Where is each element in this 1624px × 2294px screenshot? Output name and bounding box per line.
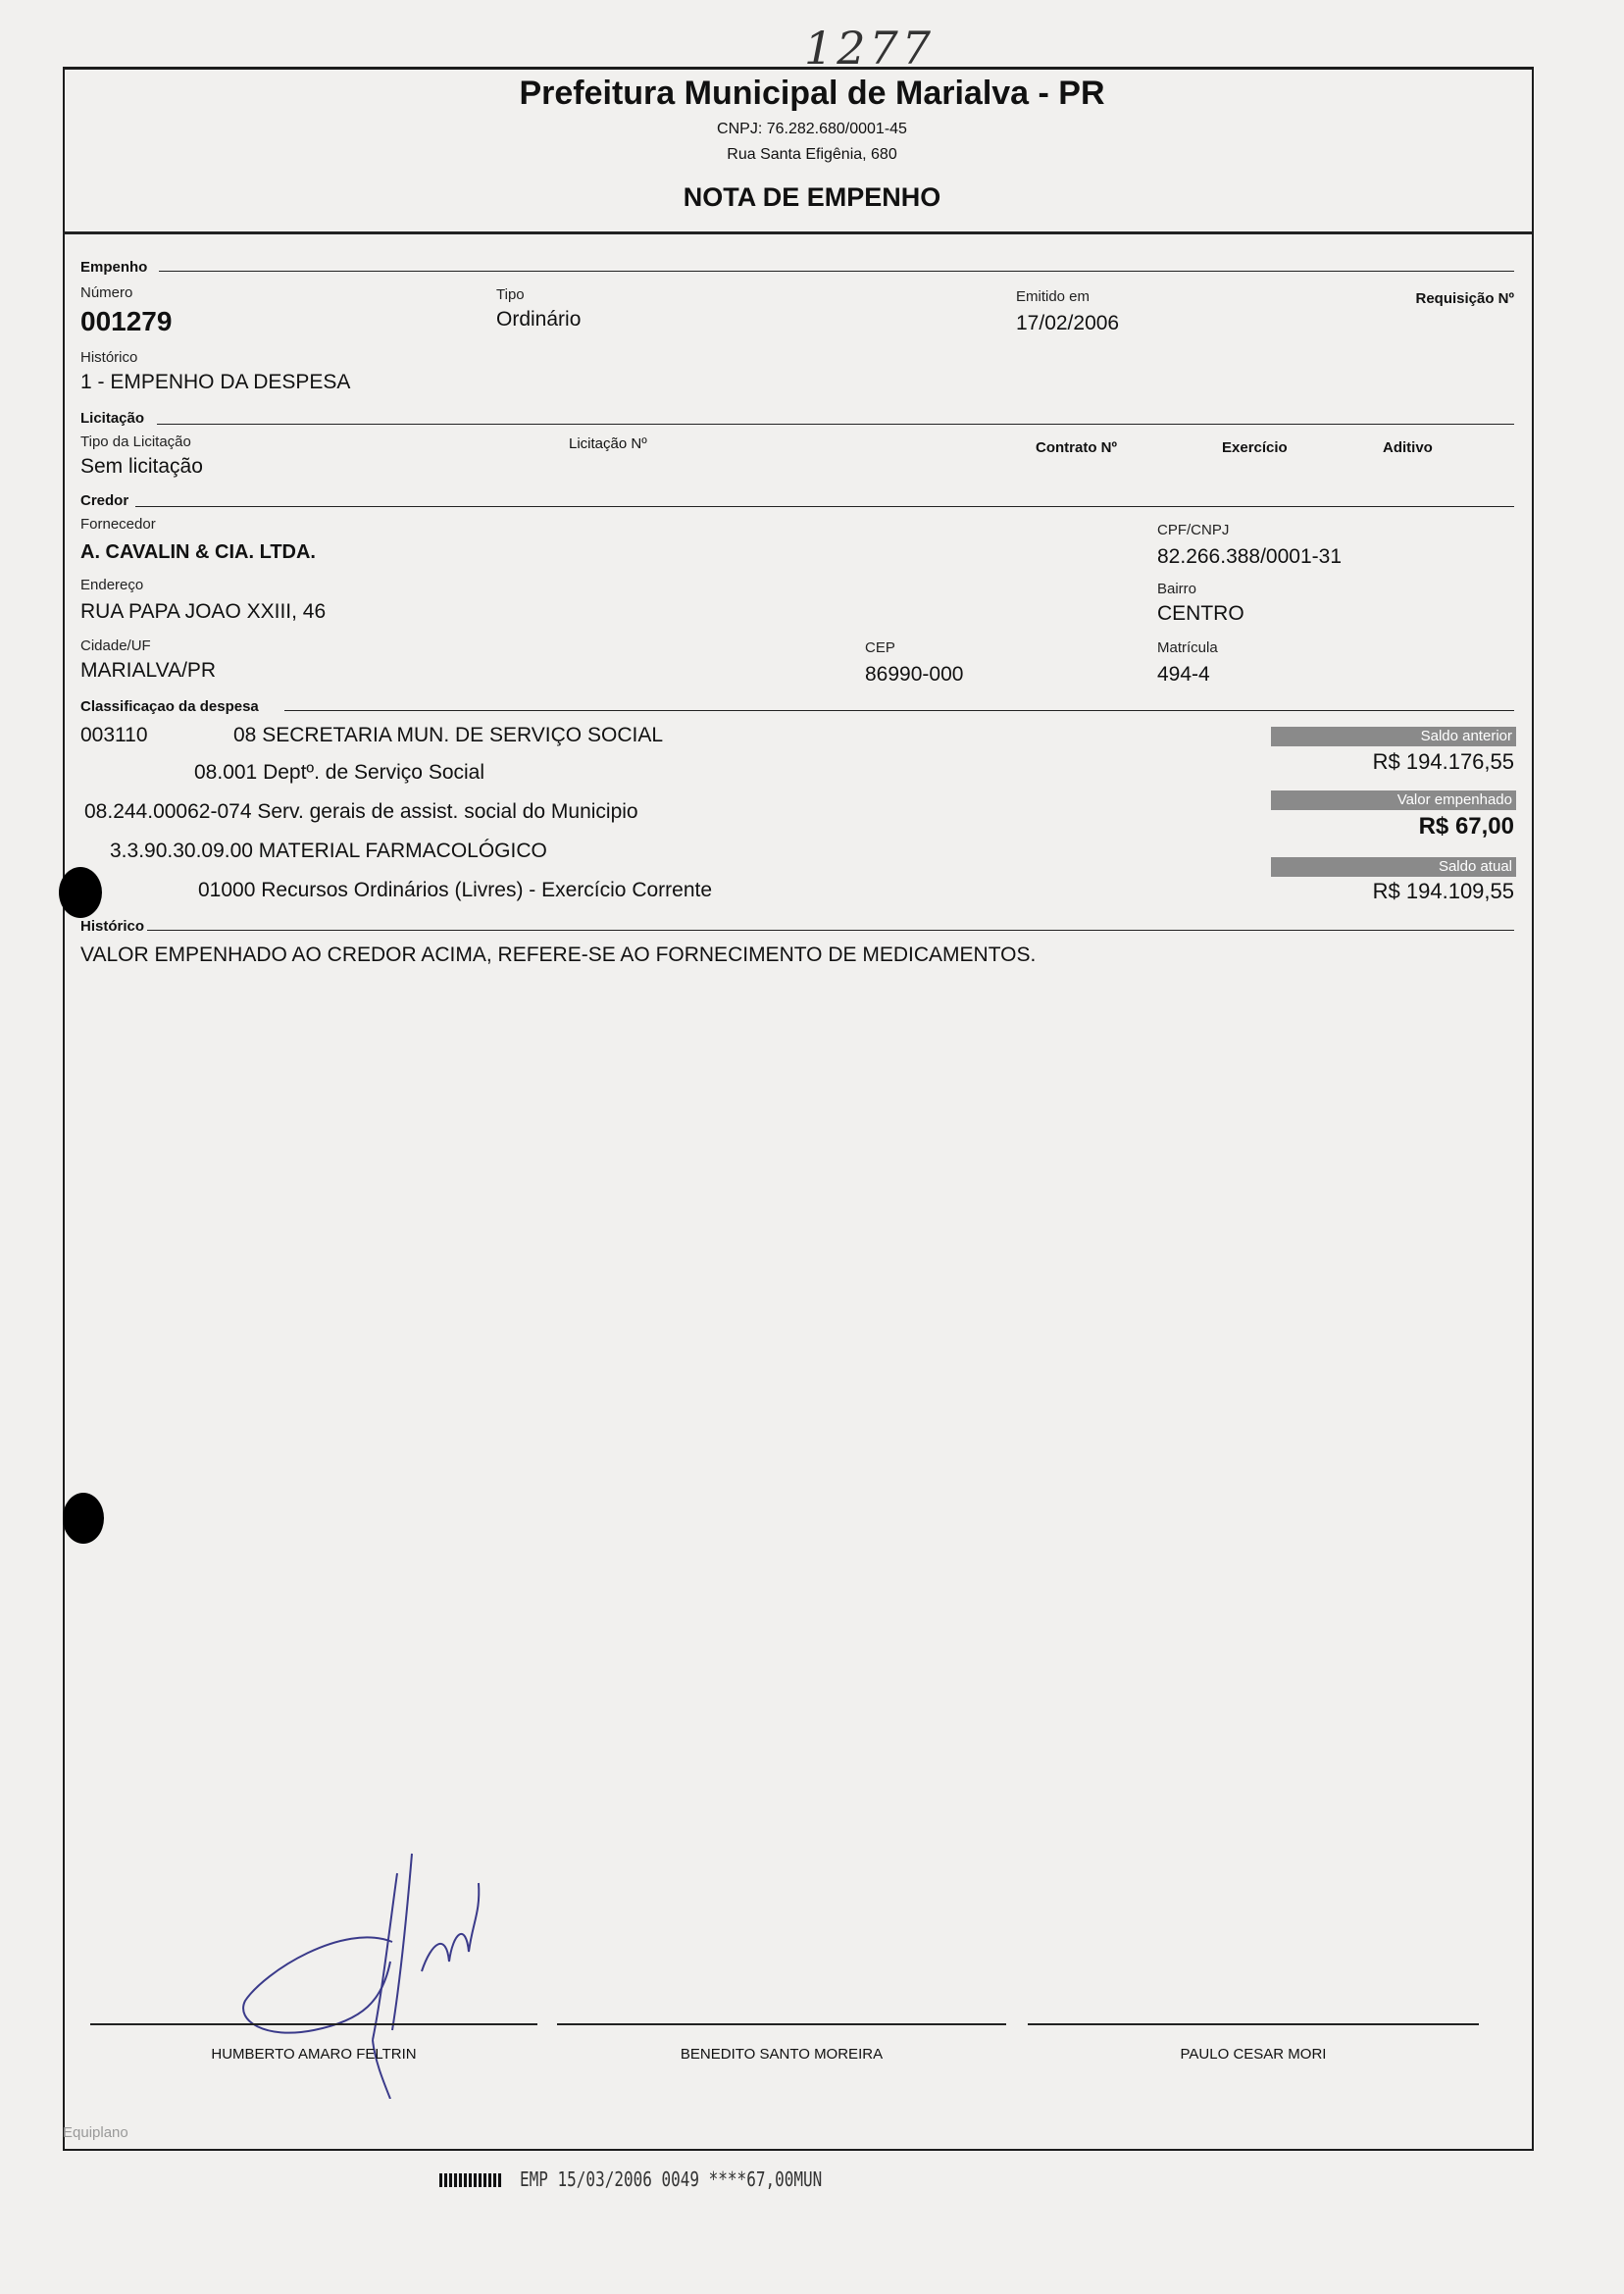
cidade-value: MARIALVA/PR [80,659,217,682]
saldo-anterior-value: R$ 194.176,55 [1372,749,1514,774]
endereco-value: RUA PAPA JOAO XXIII, 46 [80,600,327,623]
numero-value: 001279 [80,306,173,336]
section-historico: Histórico [80,918,145,935]
municipality-title: Prefeitura Municipal de Marialva - PR [519,75,1105,112]
fornecedor-label: Fornecedor [80,516,156,533]
cep-label: CEP [865,639,895,656]
punch-hole-bottom [63,1493,104,1544]
historico-value: 1 - EMPENHO DA DESPESA [80,371,351,393]
classificacao-line3: 08.244.00062-074 Serv. gerais de assist. social do Municipio [84,800,638,823]
header-divider [63,231,1532,234]
signature-line-1 [90,2023,537,2025]
contrato-label: Contrato Nº [1036,439,1117,456]
saldo-atual-label: Saldo atual [1271,857,1516,877]
classificacao-line1: 08 SECRETARIA MUN. DE SERVIÇO SOCIAL [233,724,664,746]
licitacao-numero-label: Licitação Nº [569,435,647,452]
cidade-label: Cidade/UF [80,637,151,654]
tipo-licitacao-label: Tipo da Licitação [80,433,191,450]
equiplano-brand: Equiplano [63,2124,128,2141]
matricula-value: 494-4 [1157,663,1210,686]
signature-name-1: HUMBERTO AMARO FELTRIN [211,2046,417,2063]
fornecedor-value: A. CAVALIN & CIA. LTDA. [80,541,316,563]
section-licitacao: Licitação [80,410,145,427]
valor-empenhado-label: Valor empenhado [1271,790,1516,810]
classificacao-rule [284,710,1514,711]
historico-label: Histórico [80,349,138,366]
document-title: NOTA DE EMPENHO [683,182,941,212]
licitacao-rule [157,424,1514,425]
municipality-address: Rua Santa Efigênia, 680 [727,146,897,163]
punch-hole-top [59,867,102,918]
section-classificacao: Classificaçao da despesa [80,698,259,715]
tipo-value: Ordinário [496,308,582,331]
historico-text: VALOR EMPENHADO AO CREDOR ACIMA, REFERE-SE AO FORNECIMENTO DE MEDICAMENTOS. [80,943,1037,966]
tipo-label: Tipo [496,286,525,303]
exercicio-label: Exercício [1222,439,1288,456]
signature-name-2: BENEDITO SANTO MOREIRA [680,2046,884,2063]
handwritten-page-number: 1277 [804,22,936,75]
numero-label: Número [80,284,133,301]
emitido-label: Emitido em [1016,288,1091,305]
saldo-atual-value: R$ 194.109,55 [1372,879,1514,903]
classificacao-line4: 3.3.90.30.09.00 MATERIAL FARMACOLÓGICO [110,840,547,862]
classificacao-code: 003110 [80,724,148,746]
empenho-rule [159,271,1514,272]
valor-empenhado-value: R$ 67,00 [1418,813,1514,840]
signature-line-3 [1028,2023,1479,2025]
cpf-label: CPF/CNPJ [1157,522,1230,538]
cep-value: 86990-000 [865,663,964,686]
matricula-label: Matrícula [1157,639,1218,656]
requisicao-label: Requisição Nº [1415,290,1514,307]
municipality-cnpj: CNPJ: 76.282.680/0001-45 [717,121,907,137]
classificacao-line2: 08.001 Deptº. de Serviço Social [194,761,485,784]
signature-line-2 [557,2023,1006,2025]
barcode-mark [439,2173,502,2187]
protocol-stamp: EMP 15/03/2006 0049 ****67,00MUN [520,2167,823,2191]
cpf-value: 82.266.388/0001-31 [1157,545,1343,568]
section-empenho: Empenho [80,259,148,276]
emitido-value: 17/02/2006 [1016,312,1120,334]
saldo-anterior-label: Saldo anterior [1271,727,1516,746]
bairro-value: CENTRO [1157,602,1244,625]
tipo-licitacao-value: Sem licitação [80,455,203,478]
aditivo-label: Aditivo [1383,439,1433,456]
historico-rule [147,930,1514,931]
endereco-label: Endereço [80,577,144,593]
section-credor: Credor [80,492,129,509]
classificacao-line5: 01000 Recursos Ordinários (Livres) - Exercício Corrente [198,879,713,901]
credor-rule [135,506,1514,507]
bairro-label: Bairro [1157,581,1197,597]
signature-name-3: PAULO CESAR MORI [1180,2046,1327,2063]
